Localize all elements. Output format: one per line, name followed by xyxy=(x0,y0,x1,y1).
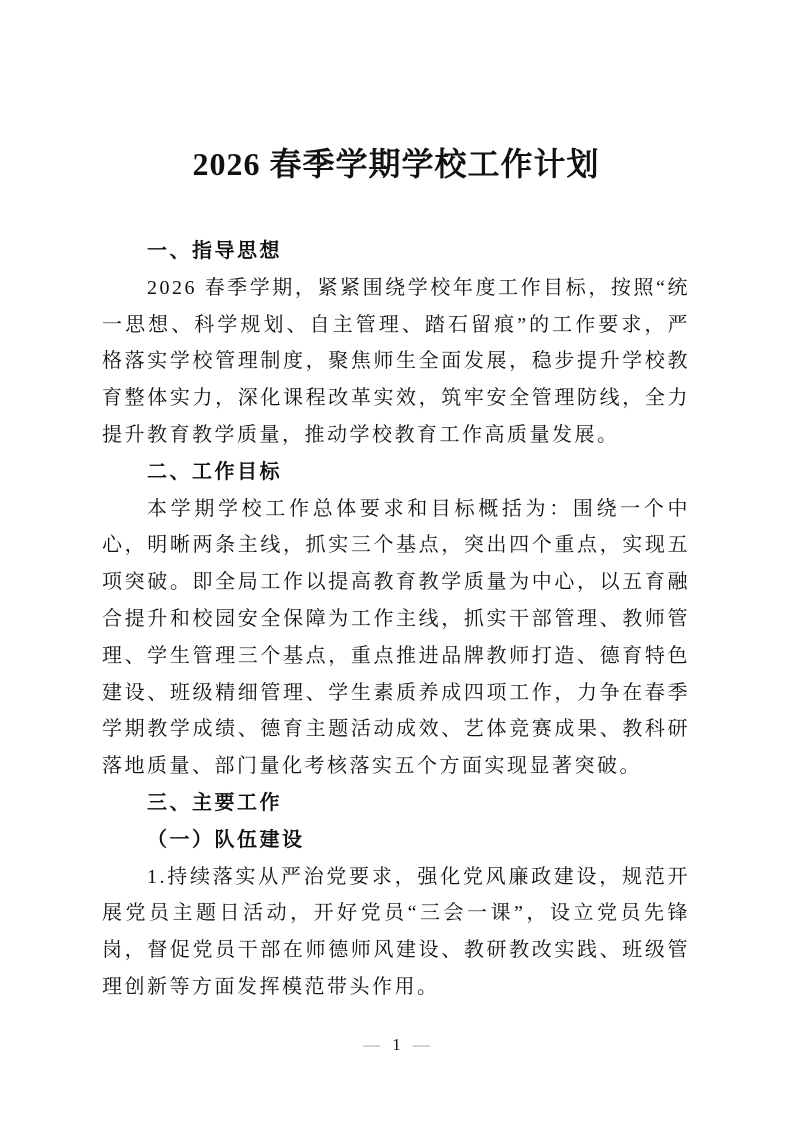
page-number: 1 xyxy=(392,1035,401,1054)
subsection-heading-team-building: （一）队伍建设 xyxy=(147,828,305,851)
footer-left-dash: — xyxy=(363,1035,381,1054)
document-content xyxy=(102,141,690,1006)
document-title: 2026 春季学期学校工作计划 xyxy=(192,146,600,182)
section-heading-main-work: 三、主要工作 xyxy=(147,791,282,814)
paragraph-guiding-thoughts: 2026 春季学期，紧紧围绕学校年度工作目标，按照“统一思想、科学规划、自主管理、踏石留痕”的工作要求，严格落实学校管理制度，聚焦师生全面发展，稳步提升学校教育整体实力，深化课程改革实效，筑牢安全管理防线，全力提升教育教学质量，推动学校教育工作高质量发展。 xyxy=(102,276,690,446)
paragraph-team-building: 1.持续落实从严治党要求，强化党风廉政建设，规范开展党员主题日活动，开好党员“三会一课”，设立党员先锋岗，督促党员干部在师德师风建设、教研教改实践、班级管理创新等方面发挥模范带头作用。 xyxy=(102,865,690,998)
page-footer xyxy=(0,1035,793,1055)
section-heading-work-goals: 二、工作目标 xyxy=(147,460,282,483)
section-heading-guiding-thoughts: 一、指导思想 xyxy=(147,240,282,262)
footer-right-dash: — xyxy=(412,1035,430,1054)
paragraph-work-goals: 本学期学校工作总体要求和目标概括为：围绕一个中心，明晰两条主线，抓实三个基点，突出四个重点，实现五项突破。即全局工作以提高教育教学质量为中心，以五育融合提升和校园安全保障为工作主线，抓实干部管理、教师管理、学生管理三个基点，重点推进品牌教师打造、德育特色建设、班级精细管理、学生素质养成四项工作，力争在春季学期教学成绩、德育主题活动成效、艺体竞赛成果、教科研落地质量、部门量化考核落实五个方面实现显著突破。 xyxy=(102,497,690,778)
